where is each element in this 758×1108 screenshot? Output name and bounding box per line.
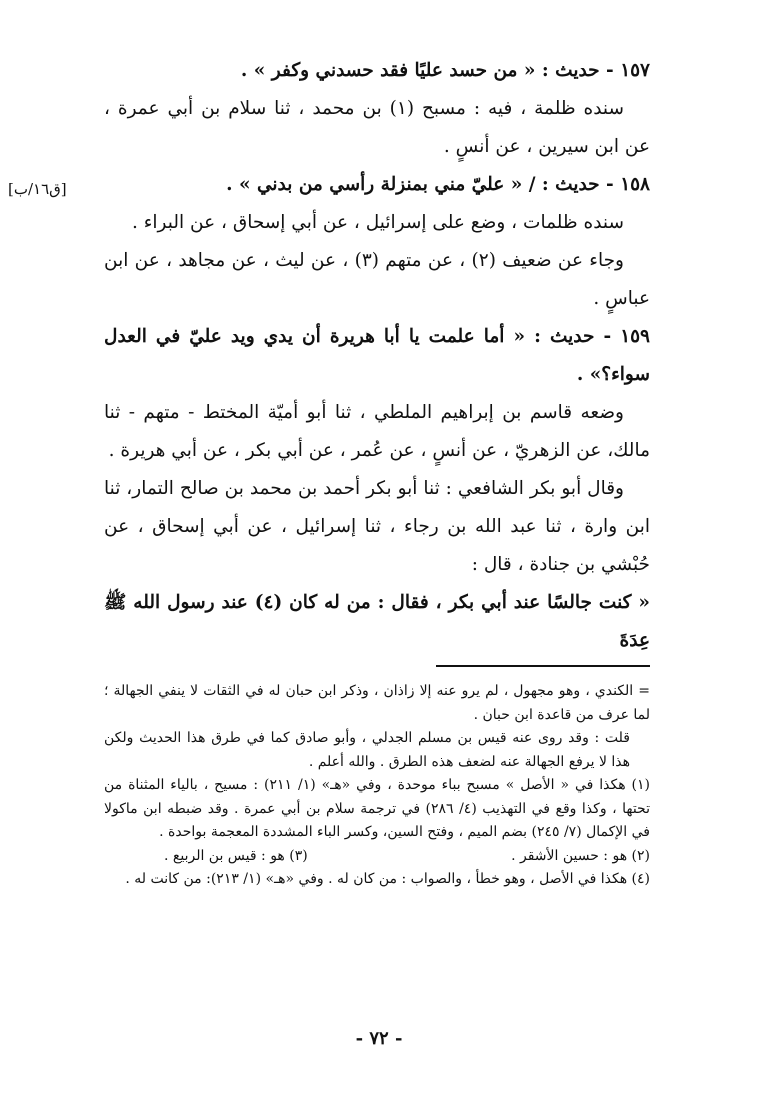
footnote-4: (٤) هكذا في الأصل ، وهو خطأ ، والصواب : من كان له . وفي «هـ» (١/ ٢١٣): من كانت له . bbox=[125, 871, 650, 887]
hadith-159-commentary: وضعه قاسم بن إبراهيم الملطي ، ثنا أبو أميّة المختط - متهم - ثنا مالك، عن الزهريّ ، عن أنسٍ ، عن عُمر ، عن أبي بكر ، عن أبي هريرة . bbox=[104, 402, 650, 461]
hadith-158-heading: ١٥٨ - حديث : / « عليّ مني بمنزلة رأسي من بدني » . bbox=[226, 174, 650, 195]
manuscript-folio-note: [ق١٦/ب] bbox=[8, 180, 67, 198]
footnote-1: (١) هكذا في « الأصل » مسبح بباء موحدة ، وفي «هـ» (١/ ٢١١) : مسيح ، بالياء المثناة من تحتها ، وكذا وقع في التهذيب (٤/ ٢٨٦) في ترجمة سلام بن أبي عمرة . وقد ضبطه ابن ماكولا في الإكمال (٧/ ٢٤٥) بضم الميم ، وفتح السين، وكسر الباء المشددة المعجمة بواحدة . bbox=[104, 777, 651, 840]
hadith-158-commentary-2: وجاء عن ضعيف (٢) ، عن متهم (٣) ، عن ليث ، عن مجاهد ، عن ابن عباسٍ . bbox=[104, 250, 650, 309]
footnote-continuation-2: قلت : وقد روى عنه قيس بن مسلم الجدلي ، وأبو صادق كما في طرق هذا الحديث ولكن هذا لا يرفع الجهالة عنه لضعف هذه الطرق . والله أعلم . bbox=[104, 730, 630, 770]
hadith-159-heading: ١٥٩ - حديث : « أما علمت يا أبا هريرة أن يدي ويد عليّ في العدل سواء؟» . bbox=[104, 326, 650, 385]
footnote-2: (٢) هو : حسين الأشقر . bbox=[511, 847, 650, 864]
hadith-157-heading: ١٥٧ - حديث : « من حسد عليًا فقد حسدني وكفر » . bbox=[240, 60, 650, 81]
hadith-157-commentary: سنده ظلمة ، فيه : مسبح (١) بن محمد ، ثنا سلام بن أبي عمرة ، عن ابن سيرين ، عن أنسٍ . bbox=[104, 98, 650, 157]
hadith-159-commentary-2: وقال أبو بكر الشافعي : ثنا أبو بكر أحمد بن محمد بن صالح التمار، ثنا ابن وارة ، ثنا عبد الله بن رجاء ، ثنا إسرائيل ، عن أبي إسحاق ، عن حُبْشي بن جنادة ، قال : bbox=[104, 478, 650, 575]
footnote-continuation: = الكندي ، وهو مجهول ، لم يرو عنه إلا زاذان ، وذكر ابن حبان له في الثقات لا ينفي الجهالة ؛ لما عرف من قاعدة ابن حبان . bbox=[104, 683, 650, 723]
main-text bbox=[104, 52, 650, 660]
hadith-158-commentary: سنده ظلمات ، وضع على إسرائيل ، عن أبي إسحاق ، عن البراء . bbox=[131, 212, 624, 233]
footnote-row-2-3 bbox=[104, 845, 650, 869]
hadith-quote: « كنت جالسًا عند أبي بكر ، فقال : من له كان (٤) عند رسول الله ﷺ عِدَةَ bbox=[104, 592, 650, 651]
footnote-3: (٣) هو : قيس بن الربيع . bbox=[164, 847, 308, 864]
page-number: - ٧٢ - bbox=[355, 1028, 403, 1049]
footnote-divider bbox=[436, 665, 650, 667]
footnotes bbox=[104, 680, 650, 892]
